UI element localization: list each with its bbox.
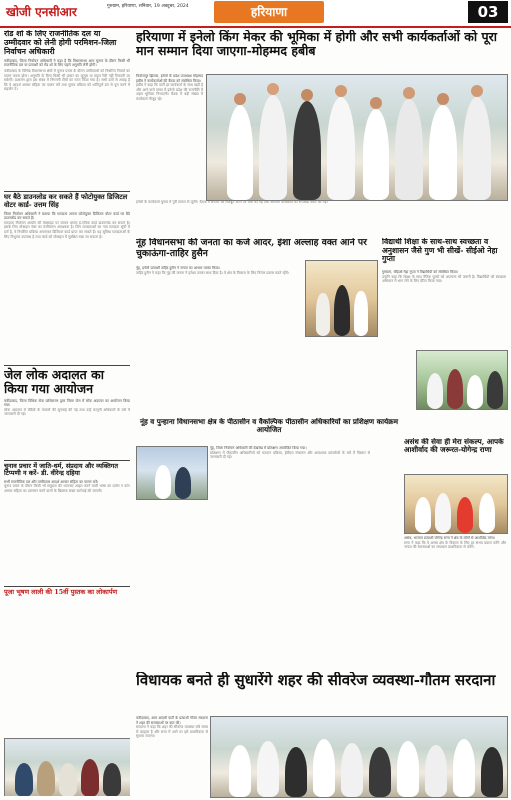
- left-h3-body-fill: लोक अदालत में बंदियों के मामलों की सुनवाई की गई तथा उन्हें कानूनी अधिकारों के बारे में जानकारी दी गई।: [4, 407, 130, 417]
- story2-body-fill: ताहिर हुसैन ने कहा कि नूंह की जनता ने हमेशा उनका साथ दिया है। वे क्षेत्र के विकास के लिए निरंतर प्रयास करते रहेंगे।: [136, 270, 290, 275]
- masthead-bar: [0, 0, 511, 28]
- page-number: 03: [468, 1, 508, 23]
- bottom-body-fill: सरदाना ने कहा कि शहर की सीवरेज व्यवस्था लंबे समय से बदहाल है और सत्ता में आने पर इसे प्राथमिकता से सुधारा जाएगा।: [136, 725, 208, 739]
- story3-body: गुरुग्राम, सीईओ नेहा गुप्ता ने विद्यार्थियों को संबोधित किया।: [382, 270, 459, 274]
- lead-photo: [206, 74, 508, 201]
- left-h1: रोड शो के लिए राजनीतिक दल या उम्मीदवार को लेनी होगी परमिशन-जिला निर्वाचन अधिकारी: [4, 30, 117, 56]
- story4-body: नूंह, जिला निर्वाचन अधिकारी की देखरेख में प्रशिक्षण आयोजित किया गया।: [210, 446, 307, 450]
- lead-continued-text: इनेलो के कार्यकर्ता चुनाव में पूरी ताकत से जुटेंगे। बैठक में संगठन को मजबूत करने पर चर्चा की गई तथा आगामी कार्यक्रमों की रूपरेखा तैयार की गई।: [136, 200, 328, 204]
- left-h2-body-fill: मतदाता निर्वाचन आयोग की वेबसाइट पर जाकर अपना ई-एपिक कार्ड डाउनलोड कर सकते हैं। इसके लिए मोबाइल नंबर का पंजीकरण आवश्यक है। जिन मतदाताओं का नाम मतदाता सूची में दर्ज है, वे निर्धारित प्रक्रिया अपनाकर डिजिटल कार्ड प्राप्त कर सकते हैं। यह सुविधा मतदाताओं के लिए निशुल्क उपलब्ध है तथा कार्ड को मोबाइल में सुरक्षित रखा जा सकता है।: [4, 220, 130, 239]
- bottom-head: [136, 672, 506, 716]
- left-h3-body: फरीदाबाद, जिला विधिक सेवा प्राधिकरण द्वारा जिला जेल में लोक अदालत का आयोजन किया गया।: [4, 398, 130, 408]
- left-h3: जेल लोक अदालत का किया गया आयोजन: [4, 366, 104, 397]
- bottom-body: फरीदाबाद, आम आदमी पार्टी के प्रत्याशी गौतम सरदाना ने शहर की समस्याओं पर बात की।: [136, 716, 208, 725]
- left-h5: पूजा भूषण लाली की 15वीं पुस्तक का लोकार्पण: [4, 588, 118, 597]
- story4-body-col: [210, 446, 370, 578]
- story5-head: [404, 438, 506, 472]
- story3-body-fill: उन्होंने कहा कि शिक्षा के साथ नैतिक मूल्यों को अपनाना भी जरूरी है। विद्यार्थियों को स्वच्छता अभियान में भाग लेने के लिए प्रेरित किया गया।: [382, 274, 506, 284]
- bottom-headline: विधायक बनते ही सुधारेंगे शहर की सीवरेज व्यवस्था-गौतम सरदाना: [136, 672, 496, 689]
- story5-headline: असंध की सेवा ही मेरा संकल्प, आपके आशीर्वाद की जरूरत-योगेन्द्र राणा: [404, 438, 504, 455]
- story4-head: [136, 418, 402, 444]
- story5-body-col: [404, 536, 506, 662]
- left-h4-body: सभी राजनीतिक दल और उम्मीदवार आदर्श आचार संहिता का पालन करें।: [4, 479, 99, 484]
- story2-body: नूंह, इनेलो प्रत्याशी ताहिर हुसैन ने जनता का आभार व्यक्त किया।: [136, 266, 220, 270]
- left-h4-body-fill: चुनाव प्रचार के दौरान किसी भी समुदाय की भावनाएं आहत करने वाली भाषा का प्रयोग न करें। आचार संहिता का उल्लंघन करने वालों के खिलाफ सख्त कार्रवाई की जाएगी।: [4, 484, 130, 493]
- story4-headline: नूंह व पुन्हाना विधानसभा क्षेत्र के पीठासीन व वैकल्पिक पीठासीन अधिकारियों का प्रशिक्षण कार्यक्रम आयोजित: [139, 418, 398, 435]
- story5-body-fill: राणा ने कहा कि वे असंध क्षेत्र के विकास के लिए हर संभव प्रयास करेंगे और जनता की समस्याओं का समाधान प्राथमिकता से करेंगे।: [404, 540, 506, 550]
- lead-continued: [136, 200, 376, 235]
- brand-name: खोजी एनसीआर: [6, 5, 77, 19]
- dateline: गुरुग्राम, हरियाणा, शनिवार, 19 अक्टूबर, 2024: [107, 4, 189, 9]
- story3-head: [382, 238, 506, 268]
- story2-photo: [305, 260, 378, 337]
- left-h1-body: फरीदाबाद, जिला निर्वाचन अधिकारी ने कहा है कि विधानसभा आम चुनाव के दौरान किसी भी राजनीतिक दल या प्रत्याशी को रोड शो के लिए पहले अनुमति लेनी होगी।: [4, 58, 130, 68]
- left-column: [4, 30, 130, 796]
- book-launch-photo: [4, 738, 130, 796]
- story5-photo: [404, 474, 508, 534]
- left-h2-body: जिला निर्वाचन अधिकारी ने बताया कि मतदाता अपना फोटोयुक्त डिजिटल वोटर कार्ड घर बैठे डाउनलोड कर सकते हैं।: [4, 211, 130, 221]
- lead-body-fill: हबीब ने कहा कि पार्टी हर कार्यकर्ता के साथ खड़ी है और आने वाले समय में इनेलो प्रदेश की राजनीति में अहम भूमिका निभाएगी। बैठक में बड़ी संख्या में कार्यकर्ता मौजूद रहे।: [136, 83, 203, 101]
- lead-body: फिरोजपुर झिरका, इनेलो के प्रदेश उपाध्यक्ष मोहम्मद हबीब ने कार्यकर्ताओं की बैठक को संबोधित किया।: [136, 74, 203, 83]
- story3-headline: विद्यार्थी शिक्षा के साथ-साथ स्वच्छता व अनुशासन जैसे गुण भी सीखें- सीईओ नेहा गुप्ता: [382, 238, 498, 264]
- story2-headline: नूंह विधानसभा की जनता का कर्ज आदर, इंशा अल्लाह वक्त आने पर चुकाऊंगा-ताहिर हुसैन: [136, 238, 367, 259]
- lead-headline: हरियाणा में इनेलो किंग मेकर की भूमिका में होगी और सभी कार्यकर्ताओं को पूरा मान सम्मान दिया जाएगा-मोहम्मद हबीब: [136, 30, 497, 59]
- left-h4: चुनाव प्रचार में जाति-धर्म, संप्रदाय और व्यक्तिगत टिप्पणी न करें- डी. वीरेन्द्र दहिया: [4, 461, 118, 478]
- story4-body-fill: प्रशिक्षण में पीठासीन अधिकारियों को मतदान प्रक्रिया, ईवीएम संचालन और आवश्यक दस्तावेजों के बारे में विस्तार से जानकारी दी गई।: [210, 450, 370, 460]
- story5-body: असंध, भाजपा प्रत्याशी योगेन्द्र राणा ने क्षेत्र के लोगों से आशीर्वाद मांगा।: [404, 536, 495, 540]
- left-h2: घर बैठे डाउनलोड कर सकते हैं फोटोयुक्त डिजिटल वोटर कार्ड- उत्तम सिंह: [4, 193, 128, 209]
- left-h1-body-fill: फरीदाबाद के विभिन्न विधानसभा क्षेत्रों में चुनाव प्रचार के दौरान उम्मीदवारों को निर्धारित नियमों का पालन करना होगा। अनुमति के बिना किसी भी प्रकार का जुलूस या वाहन रैली नहीं निकाली जा सकेगी। प्रशासन द्वारा इस संबंध में निगरानी टीमों का गठन किया गया है। सभी दलों से आग्रह है कि वे आदर्श आचार संहिता का पालन करें तथा चुनाव प्रक्रिया को शांतिपूर्ण ढंग से पूरा करने में सहयोग दें।: [4, 69, 130, 92]
- section-label: हरियाणा: [214, 1, 324, 23]
- lead-body-col: [136, 74, 203, 196]
- bottom-photo: [210, 716, 508, 798]
- bottom-body-col: [136, 716, 208, 796]
- lead-headline-box: [136, 30, 506, 70]
- story3-photo: [416, 350, 508, 410]
- story4-photo: [136, 446, 208, 500]
